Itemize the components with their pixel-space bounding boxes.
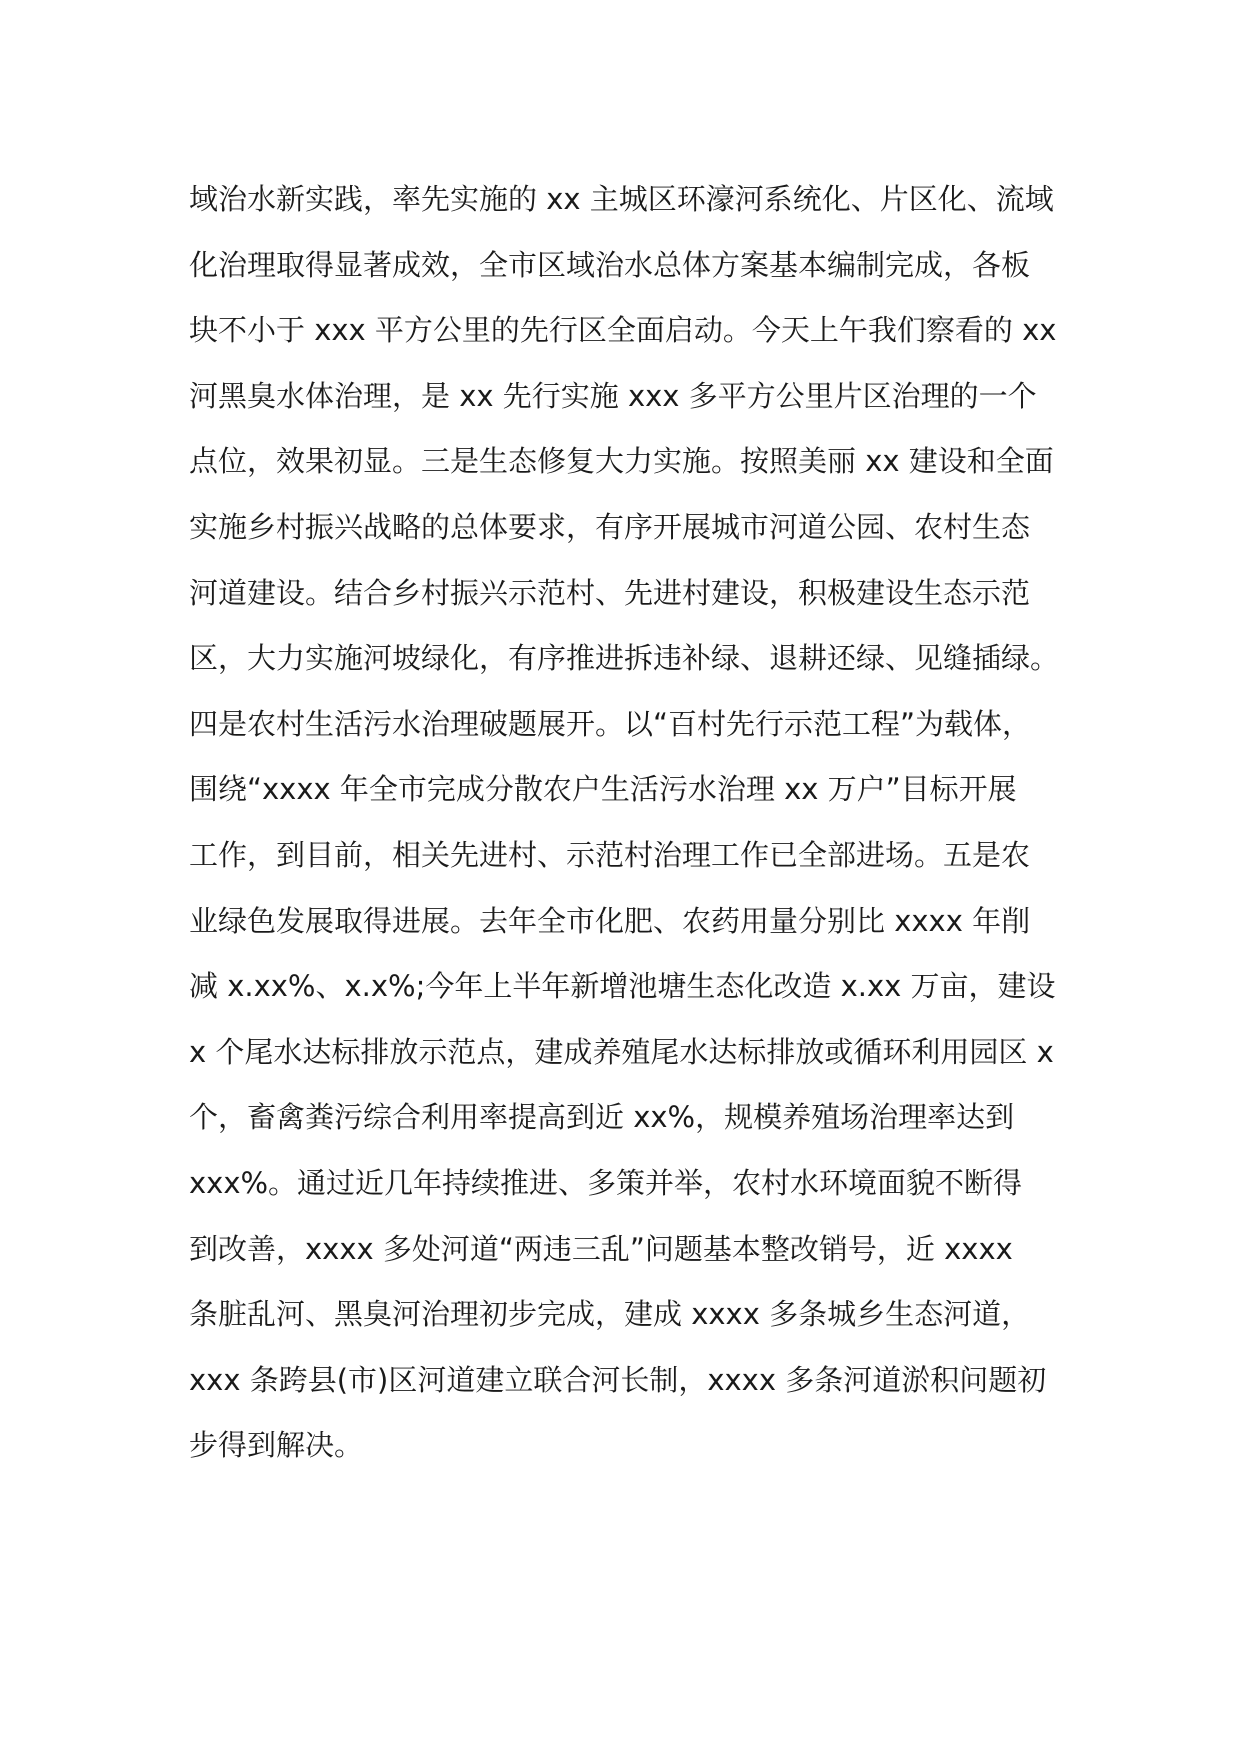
- body-text: [189, 167, 1069, 1479]
- text-line: 化治理取得显著成效，全市区域治水总体方案基本编制完成，各板: [189, 247, 1031, 282]
- text-line: 点位，效果初显。三是生态修复大力实施。按照美丽 xx 建设和全面: [189, 444, 1054, 479]
- text-line: 区，大力实施河坡绿化，有序推进拆违补绿、退耕还绿、见缝插绿。: [189, 641, 1060, 676]
- text-line: 步得到解决。: [189, 1428, 364, 1463]
- text-line: 条脏乱河、黑臭河治理初步完成，建成 xxxx 多条城乡生态河道，: [189, 1297, 1031, 1332]
- text-line: 实施乡村振兴战略的总体要求，有序开展城市河道公园、农村生态: [189, 509, 1031, 544]
- text-line: 块不小于 xxx 平方公里的先行区全面启动。今天上午我们察看的 xx: [189, 313, 1057, 348]
- text-line: x 个尾水达标排放示范点，建成养殖尾水达标排放或循环利用园区 x: [189, 1034, 1054, 1069]
- text-line: 个，畜禽粪污综合利用率提高到近 xx%，规模养殖场治理率达到: [189, 1100, 1015, 1135]
- text-line: 河道建设。结合乡村振兴示范村、先进村建设，积极建设生态示范: [189, 575, 1031, 610]
- text-line: 工作，到目前，相关先进村、示范村治理工作已全部进场。五是农: [189, 837, 1031, 872]
- text-line: 河黑臭水体治理，是 xx 先行实施 xxx 多平方公里片区治理的一个: [189, 378, 1037, 413]
- text-line: xxx%。通过近几年持续推进、多策并举，农村水环境面貌不断得: [189, 1165, 1023, 1200]
- text-line: 减 x.xx%、x.x%;今年上半年新增池塘生态化改造 x.xx 万亩，建设: [189, 969, 1056, 1004]
- text-line: 业绿色发展取得进展。去年全市化肥、农药用量分别比 xxxx 年削: [189, 903, 1031, 938]
- text-line: xxx 条跨县(市)区河道建立联合河长制，xxxx 多条河道淤积问题初: [189, 1362, 1047, 1397]
- text-line: 四是农村生活污水治理破题展开。以“百村先行示范工程”为载体，: [189, 706, 1032, 741]
- text-line: 围绕“xxxx 年全市完成分散农户生活污水治理 xx 万户”目标开展: [189, 772, 1017, 807]
- text-line: 到改善，xxxx 多处河道“两违三乱”问题基本整改销号，近 xxxx: [189, 1231, 1013, 1266]
- text-line: 域治水新实践，率先实施的 xx 主城区环濠河系统化、片区化、流域: [189, 182, 1054, 216]
